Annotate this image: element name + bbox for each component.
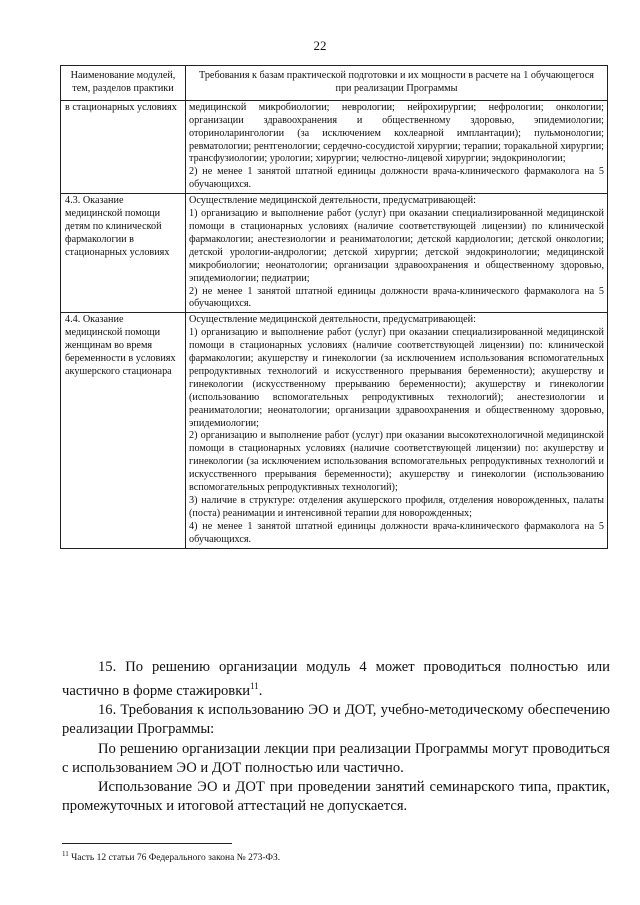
table-header-row bbox=[61, 66, 608, 101]
paragraph-18: Использование ЭО и ДОТ при проведении занятий семинарского типа, практик, промежуточных и итоговой аттестаций не допускается. bbox=[62, 779, 610, 815]
requirement-item: 1) организацию и выполнение работ (услуг) при оказании специализированной медицинской помощи в стационарных условиях (наличие соответствующей лицензии) по клинической фармакологии; анестезиологии и реаниматологии; детской кардиологии; детской онкологии; детской урологии-андрологии; детской хирургии; детской эндокринологии; медицинской микробиологии; неонатологии; организации здравоохранения и общественному здоровью, эпидемиологии; педиатрии; bbox=[189, 208, 604, 284]
page-number: 22 bbox=[313, 38, 327, 53]
requirements-cell bbox=[186, 194, 608, 313]
footnote-ref[interactable]: 11 bbox=[250, 681, 259, 692]
table-row bbox=[61, 313, 608, 548]
body-text bbox=[62, 658, 610, 816]
footnote bbox=[62, 850, 610, 863]
paragraph-15 bbox=[62, 658, 610, 701]
requirement-item: медицинской микробиологии; неврологии; нейрохирургии; нефрологии; онкологии; организации здравоохранения и общественному здоровью, эпидемиологии; оториноларингологии (за исключением кохлеарной имплантации); пульмонологии; ревматологии; рентгенологии; сердечно-сосудистой хирургии; терапии; торакальной хирургии; трансфузиологии; урологии; хирургии; челюстно-лицевой хирургии; эндокринологии; bbox=[189, 101, 604, 165]
requirement-item: 2) не менее 1 занятой штатной единицы должности врача-клинического фармаколога на 5 обучающихся. bbox=[189, 285, 604, 310]
paragraph-16: 16. Требования к использованию ЭО и ДОТ, учебно-методическому обеспечению реализации Программы: bbox=[62, 702, 610, 738]
paragraph-15-text: 15. По решению организации модуль 4 может проводиться полностью или частично в форме стажировки bbox=[62, 659, 610, 700]
requirement-item: Осуществление медицинской деятельности, предусматривающей: bbox=[189, 314, 476, 326]
requirement-item: 1) организацию и выполнение работ (услуг) при оказании специализированной медицинской помощи в стационарных условиях (наличие соответствующей лицензии) по: клинической фармакологии; акушерству и гинекологии (за исключением использования вспомогательных репродуктивных технологий и искусственного прерывания беременности); акушерству и гинекологии (искусственному прерыванию беременности); акушерству и гинекологии (использованию вспомогательных репродуктивных технологий); анестезиологии и реаниматологии; неонатологии; организации здравоохранения и общественному здоровью, эпидемиологии; bbox=[189, 327, 604, 429]
header-requirements: Требования к базам практической подготовки и их мощности в расчете на 1 обучающегося при реализации Программы bbox=[186, 66, 608, 101]
requirements-cell bbox=[186, 313, 608, 548]
requirements-table bbox=[60, 65, 608, 549]
requirement-item: 3) наличие в структуре: отделения акушерского профиля, отделения новорожденных, палаты (поста) реанимации и интенсивной терапии для новорожденных; bbox=[189, 495, 604, 519]
table-row bbox=[61, 194, 608, 313]
requirement-item: 2) не менее 1 занятой штатной единицы должности врача-клинического фармаколога на 5 обучающихся. bbox=[189, 166, 604, 191]
paragraph-17: По решению организации лекции при реализации Программы могут проводиться с использованием ЭО и ДОТ полностью или частично. bbox=[62, 740, 610, 776]
requirement-item: 2) организацию и выполнение работ (услуг) при оказании высокотехнологичной медицинской помощи в стационарных условиях (наличие соответствующей лицензии) по: акушерству и гинекологии (за исключением использования вспомогательных репродуктивных технологий и искусственного прерывания беременности); акушерству и гинекологии (использованию вспомогательных репродуктивных технологий); bbox=[189, 430, 604, 494]
module-cell: 4.3. Оказание медицинской помощи детям по клинической фармакологии в стационарных условиях bbox=[61, 194, 186, 313]
requirement-item: 4) не менее 1 занятой штатной единицы должности врача-клинического фармаколога на 5 обучающихся. bbox=[189, 520, 604, 545]
table-row bbox=[61, 100, 608, 193]
requirements-cell bbox=[186, 100, 608, 193]
requirement-item: Осуществление медицинской деятельности, предусматривающей: bbox=[189, 195, 476, 207]
footnote-mark: 11 bbox=[62, 850, 69, 858]
footnote-text: Часть 12 статьи 76 Федерального закона № 273-ФЗ. bbox=[68, 853, 281, 864]
module-cell: 4.4. Оказание медицинской помощи женщинам во время беременности в условиях акушерского стационара bbox=[61, 313, 186, 548]
footnote-divider bbox=[62, 843, 232, 844]
header-module-name: Наименование модулей, тем, разделов практики bbox=[61, 66, 186, 101]
paragraph-15-end: . bbox=[258, 683, 263, 700]
module-cell: в стационарных условиях bbox=[61, 100, 186, 193]
